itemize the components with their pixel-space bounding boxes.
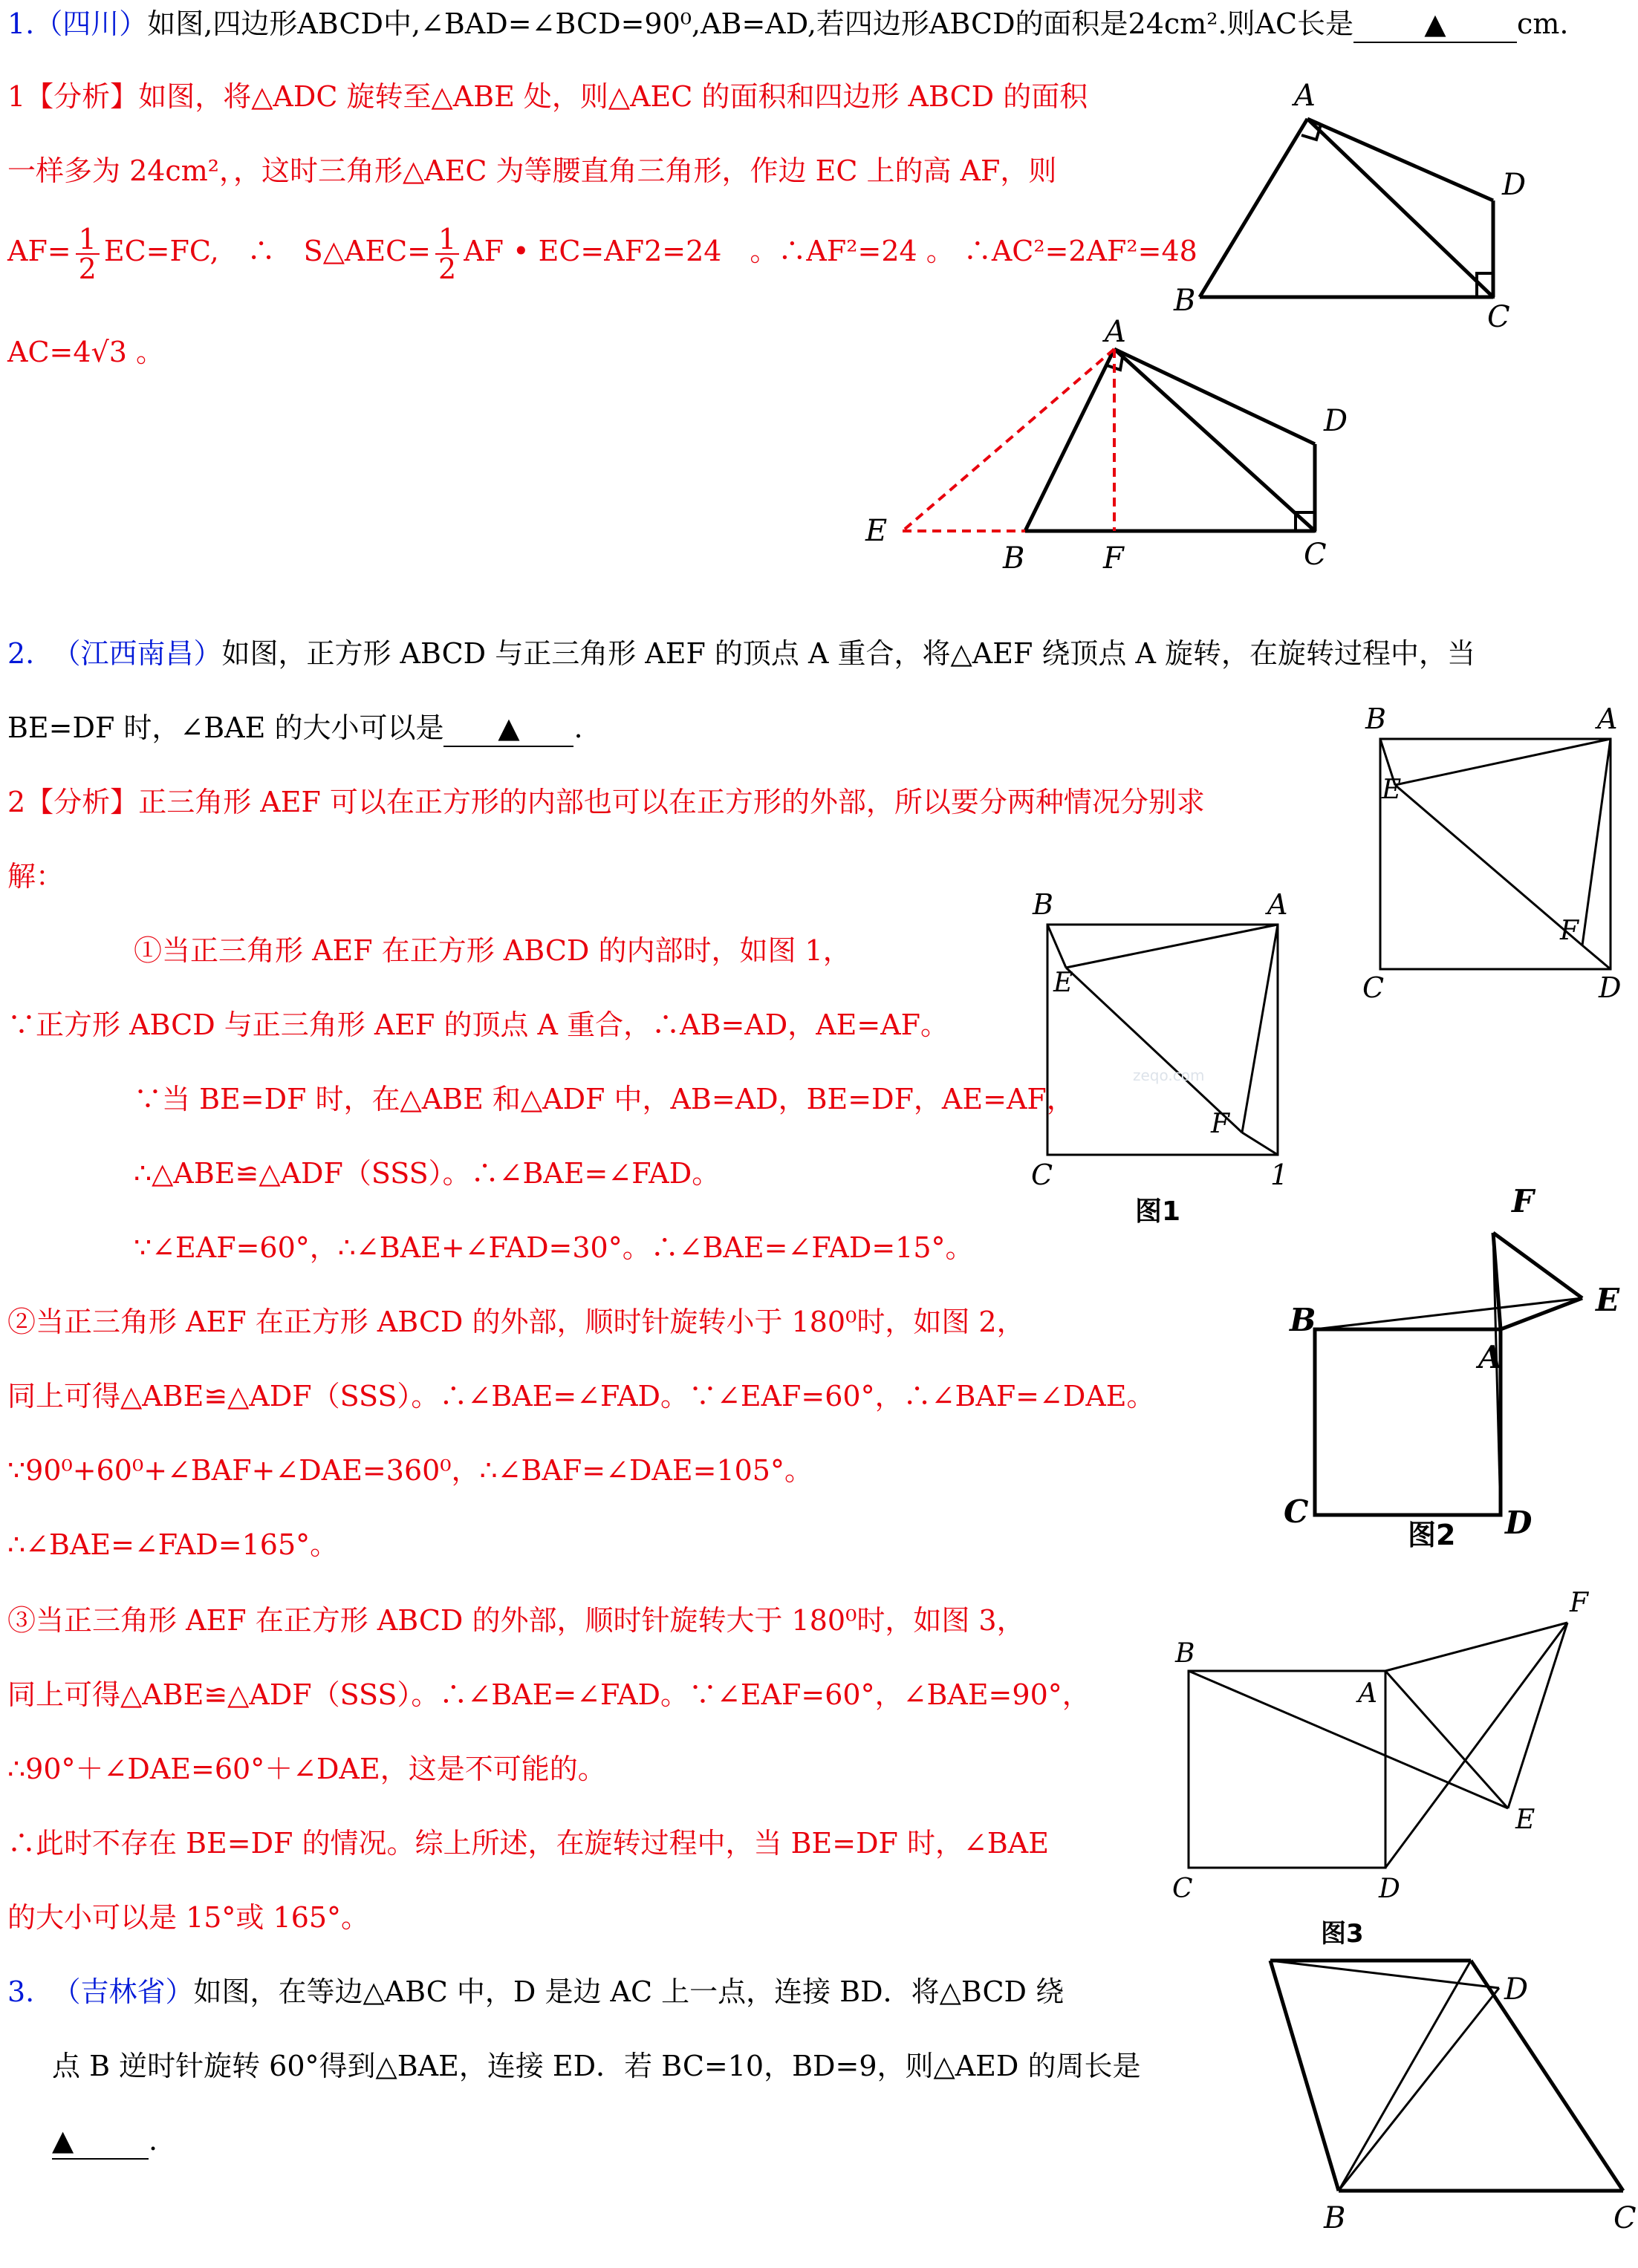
a2-text3: ①当正三角形 AEF 在正方形 ABCD 的内部时，如图 1， xyxy=(134,934,851,967)
q2-text1: 如图，正方形 ABCD 与正三角形 AEF 的顶点 A 重合，将△AEF 绕顶点 A 旋转，在旋转过程中，当 xyxy=(221,637,1475,670)
a2-text1: 正三角形 AEF 可以在正方形的内部也可以在正方形的外部，所以要分两种情况分别求 xyxy=(138,786,1205,818)
q2-answer-blank: ▲ xyxy=(443,710,573,747)
q2-figure-3 xyxy=(1159,1582,1605,1953)
a1-af-label: AF= xyxy=(7,235,71,267)
a2-text6: ∴△ABE≌△ADF（SSS）。∴∠BAE=∠FAD。 xyxy=(134,1157,721,1190)
fig2-2-label-e: E xyxy=(1596,1282,1620,1318)
a2-head: 2【分析】 xyxy=(7,786,139,818)
a2-text4: ∵正方形 ABCD 与正三角形 AEF 的顶点 A 重合，∴AB=AD，AE=AF。 xyxy=(7,1008,949,1041)
a1-frac2-num: 1 xyxy=(435,225,459,255)
a1-text3b: EC=FC, ∴ S△AEC= xyxy=(103,235,432,267)
a1-fraction-half-2 xyxy=(435,222,459,285)
a1-line4 xyxy=(7,334,164,370)
q3-figure xyxy=(1248,1938,1637,2265)
q2-source: （江西南昌） xyxy=(52,637,222,670)
fig2-2-label-c: C xyxy=(1284,1493,1309,1530)
fig2-3-label-b: B xyxy=(1175,1638,1195,1669)
a2-text8: ②当正三角形 AEF 在正方形 ABCD 的外部，顺时针旋转小于 180⁰时，如图 2， xyxy=(7,1306,1025,1338)
fig2-1-label-f: F xyxy=(1211,1109,1229,1139)
a2-line12 xyxy=(7,1603,1025,1638)
q1-answer-blank: ▲ xyxy=(1353,6,1517,43)
a2-text16: 的大小可以是 15°或 165°。 xyxy=(7,1901,370,1934)
q3-stem-line3 xyxy=(52,2122,157,2160)
a2-text11: ∴∠BAE=∠FAD=165°。 xyxy=(7,1528,339,1561)
q2-figure-2 xyxy=(1270,1173,1634,1560)
q2-number: 2. xyxy=(7,637,35,670)
fig2top-label-d: D xyxy=(1599,971,1622,1004)
a1-line2 xyxy=(7,153,1056,189)
a2-line13 xyxy=(7,1677,1091,1713)
fig3-label-d: D xyxy=(1504,1972,1529,2007)
fig2-2-caption: 图2 xyxy=(1408,1519,1456,1551)
a2-line4 xyxy=(7,1007,949,1043)
fig1b-label-d: D xyxy=(1324,404,1348,438)
q3-stem-line1 xyxy=(7,1974,1064,2010)
fig1b-label-e: E xyxy=(865,514,888,548)
a2-line15 xyxy=(7,1825,1049,1861)
q1-figure-rotated xyxy=(854,312,1374,594)
q2-figure-main xyxy=(1352,694,1622,1006)
a2-line9 xyxy=(7,1378,1155,1414)
q2-stem-line1 xyxy=(7,636,1475,671)
q1-source: （四川） xyxy=(34,7,148,40)
q1-text: 如图,四边形ABCD中,∠BAD=∠BCD=90⁰,AB=AD,若四边形ABCD的面积是24cm².则AC长是 xyxy=(147,7,1354,40)
a2-line2 xyxy=(7,858,64,894)
a1-line1 xyxy=(7,79,1088,114)
q3-text1: 如图，在等边△ABC 中，D 是边 AC 上一点，连接 BD．将△BCD 绕 xyxy=(193,1975,1065,2008)
fig1b-label-f: F xyxy=(1103,541,1124,576)
fig2-1-label-c: C xyxy=(1031,1159,1053,1191)
fig2-3-label-c: C xyxy=(1172,1874,1193,1904)
a2-text14: ∴90°＋∠DAE=60°＋∠DAE，这是不可能的。 xyxy=(7,1753,606,1785)
q3-stem-line2 xyxy=(52,2048,1140,2084)
fig2-1-label-d: 1 xyxy=(1270,1159,1289,1191)
q1-unit: cm. xyxy=(1517,7,1569,40)
q2-figure-1 xyxy=(1025,880,1307,1229)
a1-frac1-den: 2 xyxy=(78,252,97,285)
fig2-2-label-d: D xyxy=(1505,1505,1533,1541)
q2-stem-line2 xyxy=(7,710,583,747)
a2-line5 xyxy=(134,1081,1075,1117)
q2-text2: BE=DF 时，∠BAE 的大小可以是 xyxy=(7,711,444,744)
fig2-1-label-a: A xyxy=(1267,888,1288,921)
a1-line3 xyxy=(7,214,1197,288)
a2-line8 xyxy=(7,1304,1025,1340)
a2-text15: ∴此时不存在 BE=DF 的情况。综上所述，在旋转过程中，当 BE=DF 时，∠BAE xyxy=(7,1827,1049,1860)
a2-line11 xyxy=(7,1527,338,1562)
a2-line14 xyxy=(7,1751,606,1787)
a1-text3c: AF • EC=AF2=24 。∴AF²=24 。 ∴AC²=2AF²=48 xyxy=(464,235,1197,267)
fig2-2-label-a: A xyxy=(1478,1339,1503,1375)
a1-text1: 如图，将△ADC 旋转至△ABE 处，则△AEC 的面积和四边形 ABCD 的面积 xyxy=(138,80,1088,113)
q3-end: . xyxy=(149,2124,158,2157)
fig2-1-watermark: zeqo.com xyxy=(1133,1066,1205,1084)
q3-number: 3. xyxy=(7,1975,35,2008)
fig2-3-label-d: D xyxy=(1379,1874,1400,1904)
a2-text7: ∵∠EAF=60°，∴∠BAE+∠FAD=30°。∴∠BAE=∠FAD=15°。 xyxy=(134,1231,974,1264)
a2-line10 xyxy=(7,1453,813,1488)
a1-fraction-half xyxy=(76,222,100,285)
q1-number: 1. xyxy=(7,7,35,40)
a1-frac1-num: 1 xyxy=(76,225,100,255)
fig2top-label-f: F xyxy=(1560,916,1579,946)
q1-figure-quadrilateral xyxy=(1166,74,1527,342)
a2-text9: 同上可得△ABE≌△ADF（SSS）。∴∠BAE=∠FAD。∵∠EAF=60°，∴∠BAF=∠DAE。 xyxy=(7,1380,1155,1412)
a2-line16 xyxy=(7,1900,369,1935)
fig2-2-label-b: B xyxy=(1290,1302,1316,1338)
a2-text12: ③当正三角形 AEF 在正方形 ABCD 的外部，顺时针旋转大于 180⁰时，如图 3， xyxy=(7,1604,1025,1637)
a2-text13: 同上可得△ABE≌△ADF（SSS）。∴∠BAE=∠FAD。∵∠EAF=60°，∠BAE=90°， xyxy=(7,1678,1091,1711)
fig2-3-label-f: F xyxy=(1570,1588,1588,1618)
fig1b-label-a: A xyxy=(1105,315,1126,349)
fig3-label-b: B xyxy=(1324,2201,1346,2235)
a2-text5: ∵当 BE=DF 时，在△ABE 和△ADF 中，AB=AD，BE=DF，AE=AF， xyxy=(134,1083,1075,1115)
a1-text2: 一样多为 24cm²，，这时三角形△AEC 为等腰直角三角形，作边 EC 上的高 AF，则 xyxy=(7,154,1057,187)
q3-source: （吉林省） xyxy=(52,1975,194,2008)
a2-line1 xyxy=(7,784,1205,820)
fig2-1-caption: 图1 xyxy=(1135,1196,1181,1227)
fig2top-label-b: B xyxy=(1365,703,1386,735)
fig1a-label-b: B xyxy=(1174,284,1196,318)
fig2-3-label-a: A xyxy=(1358,1678,1377,1709)
a1-text4: AC=4√3 。 xyxy=(7,336,165,368)
a2-line3 xyxy=(134,933,851,968)
fig1b-label-c: C xyxy=(1304,538,1327,572)
fig1b-label-b: B xyxy=(1003,541,1025,576)
fig2-1-label-b: B xyxy=(1033,888,1053,921)
fig3-label-c: C xyxy=(1613,2201,1637,2235)
a1-head: 1【分析】 xyxy=(7,80,139,113)
a2-line6 xyxy=(134,1156,720,1191)
fig2-1-label-e: E xyxy=(1053,968,1073,998)
q3-answer-blank: ▲ xyxy=(52,2122,149,2160)
fig2-3-label-e: E xyxy=(1515,1805,1535,1835)
a2-line7 xyxy=(134,1230,974,1265)
fig1a-label-c: C xyxy=(1487,300,1510,334)
q1-stem xyxy=(7,6,1568,43)
fig2top-label-a: A xyxy=(1597,703,1618,735)
fig1a-label-d: D xyxy=(1502,168,1527,202)
fig2top-label-c: C xyxy=(1362,971,1385,1004)
a2-text10: ∵90⁰+60⁰+∠BAF+∠DAE=360⁰，∴∠BAF=∠DAE=105°。 xyxy=(7,1454,813,1487)
fig1a-label-a: A xyxy=(1294,79,1316,113)
fig2top-label-e: E xyxy=(1382,775,1402,805)
fig2-2-label-f: F xyxy=(1512,1183,1534,1219)
fig2-3-caption: 图3 xyxy=(1321,1919,1364,1949)
q2-end: . xyxy=(573,711,583,744)
q3-text2: 点 B 逆时针旋转 60°得到△BAE，连接 ED．若 BC=10，BD=9，则△AED 的周长是 xyxy=(52,2050,1141,2082)
a2-text2: 解： xyxy=(7,860,65,893)
a1-frac2-den: 2 xyxy=(438,252,457,285)
